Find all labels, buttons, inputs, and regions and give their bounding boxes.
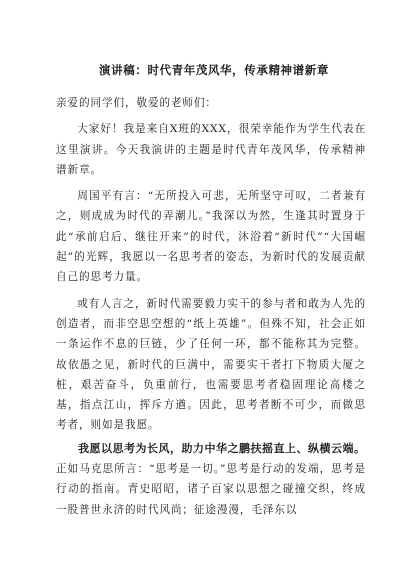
salutation: 亲爱的同学们，敬爱的老师们：	[56, 97, 217, 109]
paragraph-continuation: 正如马克思所言：“思考是一切。”思考是行动的发端，思考是行动的指南。青史昭昭，诸子百家以思想之碰撞交织，终成一股普世永济的时代风尚；征途漫漫，毛泽东以	[56, 463, 366, 516]
document-title: 演讲稿：时代青年茂风华，传承精神谱新章	[99, 63, 329, 77]
section-heading: 我愿以思考为长风，助力中华之鹏扶摇直上、纵横云端。	[78, 441, 366, 455]
paragraph-intro: 大家好！我是来自X班的XXX，很荣幸能作为学生代表在这里演讲。今天我演讲的主题是时代青年茂风华，传承精神谱新章。	[56, 123, 366, 176]
paragraph-argument: 或有人言之，新时代需要毅力实干的参与者和敢为人先的创造者，而非空思空想的“纸上英雄”。但殊不知，社会正如一条运作不息的巨链，少了任何一环，都不能称其为完整。故依愚之见，新时代的巨满中，需要实干者打下物质大厦之桩，艰苦奋斗，负重前行，也需要思考者稳固理论高楼之基，指点江山，挥斥方遒。因此，思考者断不可少，而做思考者，则如是我愿。	[56, 297, 366, 432]
paragraph-quote: 周国平有言：“无所投入可悲，无所坚守可叹，二者兼有之，则成成为时代的弄潮儿。”我深以为然，生逢其时置身于此“承前启后、继往开来”的时代，沐浴着“新时代”“大国崛起”的光辉，我愿以一名思考者的姿态，为新时代的发展贡献自己的思考力量。	[56, 190, 366, 284]
